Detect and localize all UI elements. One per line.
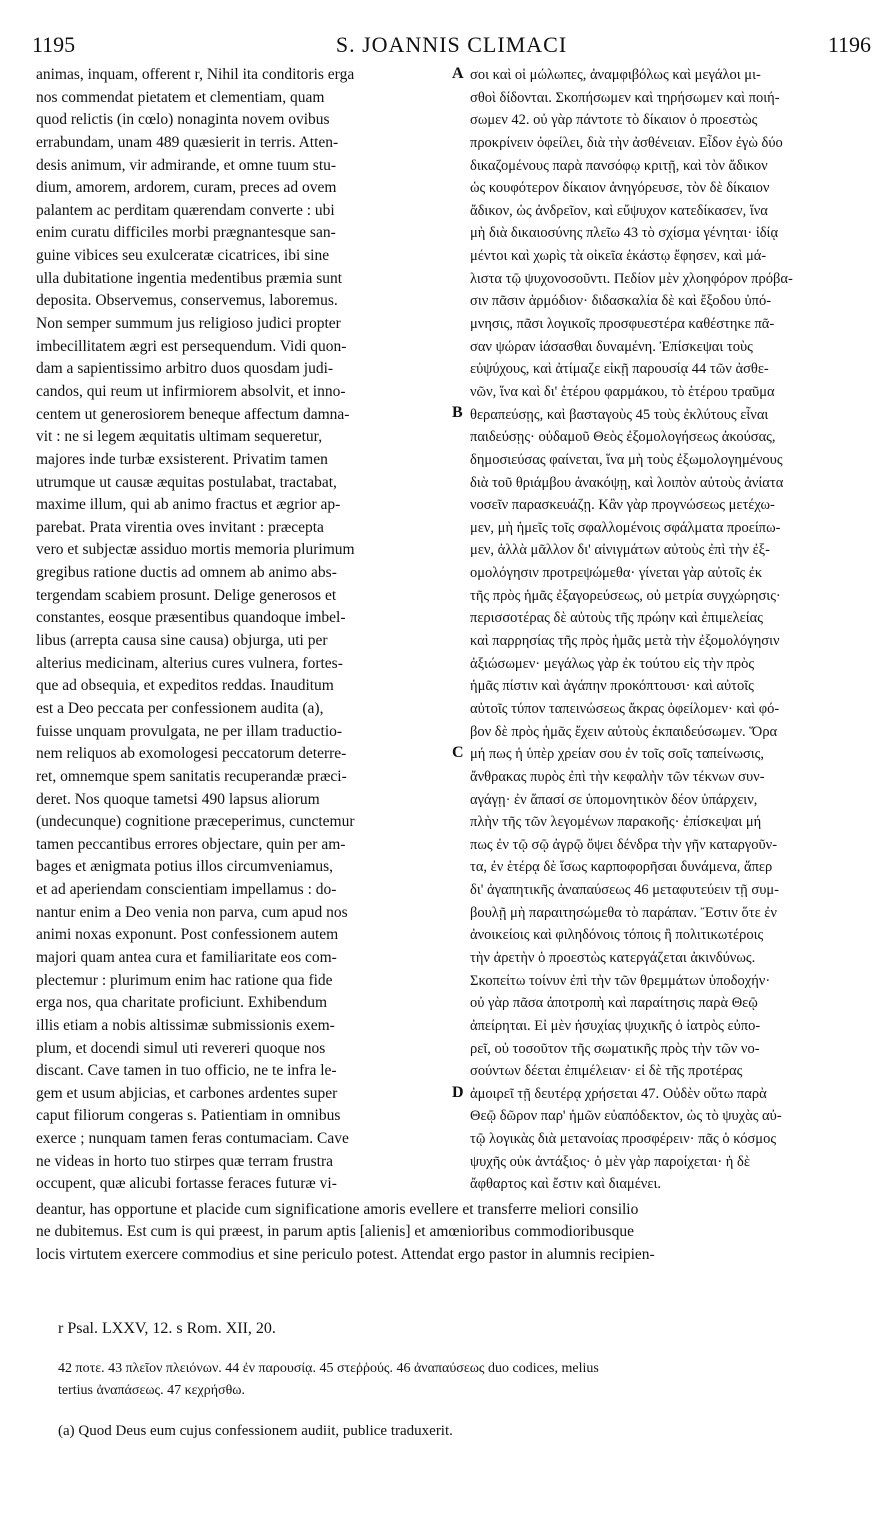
greek-text-line: δικαζομένους παρὰ πανσόφῳ κριτῇ, καὶ τὸν ἄδικον xyxy=(470,157,768,174)
greek-text-line: μέντοι καὶ χωρὶς τὰ οἰκεῖα ἑκάστῳ ἔφησεν, καὶ μά- xyxy=(470,248,767,265)
latin-text-line: que ad obsequia, et expeditos reddas. Inauditum xyxy=(36,677,334,695)
greek-text-line: πως ἐν τῷ σῷ ἀγρῷ ὄψει δένδρα τὴν γῆν καταργοῦν- xyxy=(470,836,778,853)
latin-text-line: nantur enim a Deo venia non parva, cum apud nos xyxy=(36,903,348,921)
latin-text-line: fuisse unquam provulgata, ne per illam traductio- xyxy=(36,722,343,740)
latin-text-line: maxime illum, qui ab animo fractus et ægrior ap- xyxy=(36,496,341,514)
latin-text-line: caput filiorum congeras s. Patientiam in omnibus xyxy=(36,1107,341,1125)
page-header xyxy=(32,32,871,62)
full-width-text-line: ne dubitemus. Est cum is qui præest, in parum aptis [alienis] et amœnioribus commodioribusque xyxy=(36,1223,634,1241)
latin-text-line: majores inde turbæ exsisterent. Privatim tamen xyxy=(36,450,328,468)
latin-text-line: guine vibices seu exulceratæ cicatrices, ibi sine xyxy=(36,247,330,265)
greek-text-line: ἀπείρηται. Εἰ μὲν ἡσυχίας ψυχικῆς ὁ ἰατρὸς εὐπο- xyxy=(470,1017,761,1034)
greek-text-line: ἄδικον, ὡς ἀνδρεῖον, καὶ εὔψυχον κατεδίκασεν, ἵνα xyxy=(470,202,768,219)
greek-text-line: τῷ λογικὰς διὰ μετανοίας προσφέρειν· πᾶς ὁ κόσμος xyxy=(470,1131,777,1148)
margin-marker-b: B xyxy=(452,404,463,421)
greek-text-line: θεραπεύσῃς, καὶ βασταγοὺς 45 τοὺς ἐκλύτους εἶναι xyxy=(470,406,769,423)
latin-text-line: nos commendat pietatem et clementiam, quam xyxy=(36,88,325,106)
greek-text-line: ἀξιώσωμεν· μεγάλως γὰρ ἐκ τούτου εἰς τὴν πρὸς xyxy=(470,655,755,672)
greek-text-line: ἀνοικείοις καὶ φιληδόνοις τόποις ἢ πολιτικωτέροις xyxy=(470,927,764,944)
footnote-greek-variants xyxy=(58,1358,868,1402)
latin-text-line: ne videas in horto tuo stirpes quæ terram frustra xyxy=(36,1152,334,1170)
latin-text-line: dam a sapientissimo arbitro duos quosdam judi- xyxy=(36,360,334,378)
latin-text-line: candos, qui reum ut infirmiorem absolvit, et inno- xyxy=(36,382,346,400)
greek-text-line: εὐψύχους, καὶ ἀτίμαζε εἰκῇ παρουσίᾳ 44 τῶν ἀσθε- xyxy=(470,361,769,378)
greek-text-line: σούντων δέεται ἐπιμέλειαν· εἰ δὲ τῆς προτέρας xyxy=(470,1063,743,1080)
latin-text-line: dium, amorem, ardorem, curam, preces ad ovem xyxy=(36,179,337,197)
latin-text-line: centem ut generosiorem beneque affectum damna- xyxy=(36,405,350,423)
greek-text-line: καὶ παρρησίας τῆς πρὸς ἡμᾶς μετὰ τὴν ἐξομολόγησιν xyxy=(470,633,780,650)
latin-text-line: exerce ; nunquam tamen feras contumaciam. Cave xyxy=(36,1130,349,1148)
latin-text-line: (undecunque) cognitione præceperimus, cunctemur xyxy=(36,813,355,831)
full-width-text-line: deantur, has opportune et placide cum significatione amoris evellere et transferre meliori consilio xyxy=(36,1200,639,1218)
greek-text-line: ἄνθρακας πυρὸς ἐπὶ τὴν κεφαλὴν τῶν τέκνων συν- xyxy=(470,768,765,785)
greek-text-line: ομολόγησιν προτρεψώμεθα· γίνεται γὰρ αὐτοῖς ἐκ xyxy=(470,565,763,582)
greek-text-line: βουλῇ μὴ παραιτησώμεθα τὸ παράπαν. Ἔστιν ὅτε ἐν xyxy=(470,904,777,921)
latin-text-line: plectemur : plurimum enim hac ratione qua fide xyxy=(36,971,333,989)
footnote-latin-refs: r Psal. LXXV, 12. s Rom. XII, 20. xyxy=(58,1320,276,1337)
page-number-left: 1195 xyxy=(32,32,76,57)
latin-text-line: occupent, quæ alicubi fortasse feraces futuræ vi- xyxy=(36,1175,337,1193)
greek-text-line: ἀμοιρεῖ τῇ δευτέρᾳ χρήσεται 47. Οὐδὲν οὕτω παρὰ xyxy=(470,1085,767,1102)
greek-text-line: ψυχῆς οὐκ ἀντάξιος· ὁ μὲν γὰρ παροίχεται· ἡ δὲ xyxy=(470,1153,750,1170)
greek-text-line: αὐτοῖς τύπον ταπεινώσεως ἄκρας ὀφείλομεν· καὶ φό- xyxy=(470,700,780,717)
latin-text-line: parebat. Prata virentia oves invitant : præcepta xyxy=(36,518,324,536)
greek-text-line: μνησις, πᾶσι λογικοῖς προσφυεστέρα καθέστηκε πᾶ- xyxy=(470,316,775,333)
greek-text-line: προκρίνειν ὀφείλει, διὰ τὴν ἀσθένειαν. Εἶδον ἐγὼ δύο xyxy=(470,134,783,151)
latin-text-line: errabundam, unam 489 quæsierit in terris. Atten- xyxy=(36,133,339,151)
latin-text-line: plum, et docendi simul uti revereri quoque nos xyxy=(36,1039,326,1057)
margin-marker-c: C xyxy=(452,744,464,761)
latin-column xyxy=(36,64,452,1196)
greek-text-line: δημοσιεύσας φαίνεται, ἵνα μὴ τοὺς ἐξωμολογημένους xyxy=(470,451,783,468)
greek-text-line: μή πως ἡ ὑπὲρ χρείαν σου ἐν τοῖς σοῖς ταπείνωσις, xyxy=(470,746,765,763)
margin-marker-d: D xyxy=(452,1084,464,1101)
page-number-right: 1196 xyxy=(827,32,871,57)
latin-text-line: ulla dubitatione ingentia medentibus præmia sunt xyxy=(36,269,343,287)
latin-text-line: bages et ænigmata potius illos circumveniamus, xyxy=(36,858,334,876)
greek-text-line: λιστα τῷ ψυχονοσοῦντι. Πεδίον μὲν χλοηφόρον πρόβα- xyxy=(470,270,793,287)
latin-text-line: deposita. Observemus, conservemus, laboremus. xyxy=(36,292,338,310)
footnote-editor-note: (a) Quod Deus eum cujus confessionem audiit, publice traduxerit. xyxy=(58,1423,453,1439)
greek-text-line: τῆς πρὸς ἡμᾶς ἐξαγορεύσεως, οὐ μετρία συγχώρησις· xyxy=(470,587,781,604)
full-width-text xyxy=(36,1199,872,1267)
greek-text-line: νοσεῖν παρασκευάζῃ. Κἂν γὰρ προγνώσεως μετέχω- xyxy=(470,497,775,514)
latin-text-line: gem et usum abjicias, et carbones ardentes super xyxy=(36,1084,338,1102)
margin-marker-a: A xyxy=(452,65,464,82)
latin-text-line: alterius medicinam, alterius cures vulnera, fortes- xyxy=(36,654,343,672)
latin-text-line: majori quam antea cura et familiaritate eos com- xyxy=(36,948,337,966)
greek-text-line: βον δὲ πρὸς ἡμᾶς ἔχειν αὐτοὺς ἐκπαιδεύσωμεν. Ὅρα xyxy=(470,723,778,740)
footnote-greek-variants-line: 42 ποτε. 43 πλεῖον πλειόνων. 44 ἐν παρουσίᾳ. 45 στεῤῥούς. 46 ἀναπαύσεως duo codices, melius xyxy=(58,1361,599,1376)
latin-text-line: Non semper summum jus religioso judici propter xyxy=(36,315,341,333)
greek-text-line: Θεῷ δῶρον παρ' ἡμῶν εὐαπόδεκτον, ὡς τὸ ψυχὰς αὐ- xyxy=(470,1108,782,1125)
greek-text-line: τὴν ἀρετὴν ὁ προεστὼς κατεργάζεται ἀκινδύνως. xyxy=(470,949,756,966)
greek-text-line: ἄφθαρτος καὶ ἔστιν καὶ διαμένει. xyxy=(470,1176,661,1193)
greek-text-line: ρεῖ, οὐ τοσοῦτον τῆς σωματικῆς πρὸς τὴν τῶν νο- xyxy=(470,1040,760,1057)
greek-text-line: αγάγῃ· ἐν ἅπασί σε ὑπομονητικὸν δέον ὑπάρχειν, xyxy=(470,791,758,808)
latin-text-line: gregibus ratione ductis ad omnem ab animo abs- xyxy=(36,564,337,582)
latin-text-line: est a Deo peccata per confessionem audita (a), xyxy=(36,699,324,717)
full-width-text-line: locis virtutem exercere commodius et sine periculo potest. Attendat ergo pastor in alumnis recipien- xyxy=(36,1245,655,1263)
footnote-greek-variants-line: tertius ἀναπάσεως. 47 κεχρήσθω. xyxy=(58,1383,246,1398)
latin-text-line: enim curatu difficiles morbi prægnantesque san- xyxy=(36,224,336,242)
latin-text-line: discant. Cave tamen in tuo officio, ne te infra le- xyxy=(36,1062,337,1080)
latin-text-line: libus (arrepta causa sine causa) objurga, uti per xyxy=(36,632,328,650)
latin-text-line: illis etiam a nobis altissimæ submissionis exem- xyxy=(36,1016,335,1034)
latin-text-line: palantem ac perditam quærendam converte : ubi xyxy=(36,201,335,219)
latin-text-line: utrumque ut causæ æquitas postulabat, tractabat, xyxy=(36,473,337,491)
latin-text-line: animi noxas exponunt. Post confessionem autem xyxy=(36,926,339,944)
latin-text-line: imbecillitatem ægri est persequendum. Vidi quon- xyxy=(36,337,347,355)
greek-text-line: σωμεν 42. οὐ γὰρ πάντοτε τὸ δίκαιον ὁ προεστὼς xyxy=(470,112,758,129)
latin-text-line: quod relictis (in cœlo) nonaginta novem ovibus xyxy=(36,111,330,129)
greek-text-line: πλὴν τῆς τῶν λεγομένων παρακοῆς· ἐπίσκεψαι μή xyxy=(470,814,762,831)
greek-text-line: οὐ γὰρ πᾶσα ἀποτροπὴ καὶ παραίτησις παρὰ Θεῷ xyxy=(470,995,758,1012)
greek-text-line: Σκοπείτω τοίνυν ἐπὶ τὴν τῶν θρεμμάτων ὑποδοχήν· xyxy=(470,972,771,989)
running-title: S. JOANNIS CLIMACI xyxy=(335,32,568,57)
latin-text-line: ret, omnemque spem sanitatis recuperandæ præci- xyxy=(36,767,347,785)
greek-text-line: σιν πᾶσιν ἁρμόδιον· διδασκαλία δὲ καὶ ἔξοδου ὑπό- xyxy=(470,293,772,310)
greek-column xyxy=(470,64,872,1196)
greek-text-line: σοι καὶ οἱ μώλωπες, ἀναμφιβόλως καὶ μεγάλοι μι- xyxy=(470,67,761,83)
greek-text-line: νῶν, ἵνα καὶ δι' ἑτέρου φαρμάκου, τὸ ἑτέρου τραῦμα xyxy=(470,383,775,400)
latin-text-line: erga nos, qua charitate proficiunt. Exhibendum xyxy=(36,994,328,1012)
latin-text-line: nem reliquos ab exomologesi peccatorum deterre- xyxy=(36,745,347,763)
greek-text-line: μεν, ἀλλὰ μᾶλλον δι' αἰνιγμάτων αὐτοὺς ἐπὶ τὴν ἐξ- xyxy=(470,542,770,559)
greek-text-line: δι' ἀγαπητικῆς ἀναπαύσεως 46 μεταφυτεύειν τῇ συμ- xyxy=(470,882,779,899)
latin-text-line: constantes, eosque præsentibus quandoque imbel- xyxy=(36,609,346,627)
latin-text-line: tergendam scabiem prosunt. Delige generosos et xyxy=(36,586,337,604)
greek-text-line: μὴ διὰ δικαιοσύνης πλεῖω 43 τὸ σχίσμα γένηται· ἰδίᾳ xyxy=(470,225,779,242)
latin-text-line: vit : ne si legem æquitatis ultimam sequeretur, xyxy=(36,428,323,446)
latin-text-line: tamen peccantibus errores objectare, quin per am- xyxy=(36,835,346,853)
greek-text-line: τα, ἐν ἑτέρᾳ δὲ ἴσως καρποφορῆσαι δυνάμενα, ἅπερ xyxy=(470,859,773,876)
greek-text-line: σαν ψώραν ἰάσασθαι δυναμένη. Ἐπίσκεψαι τοὺς xyxy=(470,338,753,355)
greek-text-line: διὰ τοῦ θριάμβου ἀνακόψῃ, καὶ λοιπὸν αὐτοὺς ἀνίατα xyxy=(470,474,784,491)
greek-text-line: σθοὶ δίδονται. Σκοπήσωμεν καὶ τηρήσωμεν καὶ ποιή- xyxy=(470,89,780,106)
greek-text-line: περισσοτέρας δὲ αὐτοὺς τῆς πρώην καὶ ἐπιμελείας xyxy=(470,610,763,627)
latin-text-line: deret. Nos quoque tametsi 490 lapsus aliorum xyxy=(36,790,320,808)
latin-text-line: et ad aperiendam conscientiam impellamus : do- xyxy=(36,881,337,899)
latin-text-line: vero et subjectæ assiduo mortis memoria plurimum xyxy=(36,541,355,559)
greek-text-line: μεν, μὴ ἡμεῖς τοῖς σφαλλομένοις σφάλματα προείπω- xyxy=(470,519,781,536)
latin-text-line: animas, inquam, offerent r, Nihil ita conditoris erga xyxy=(36,66,355,83)
greek-text-line: παιδεύσῃς· οὐδαμοῦ Θεὸς ἐξομολογήσεως ἀκούσας, xyxy=(470,429,776,446)
greek-text-line: ἡμᾶς πίστιν καὶ ἀγάπην προκόπτουσι· καὶ αὐτοῖς xyxy=(470,678,754,695)
latin-text-line: desis animum, vir admirande, et omne tuum stu- xyxy=(36,156,337,174)
greek-text-line: ὡς κουφότερον δίκαιον ἀνηγόρευσε, τὸν δὲ δίκαιον xyxy=(470,180,770,197)
